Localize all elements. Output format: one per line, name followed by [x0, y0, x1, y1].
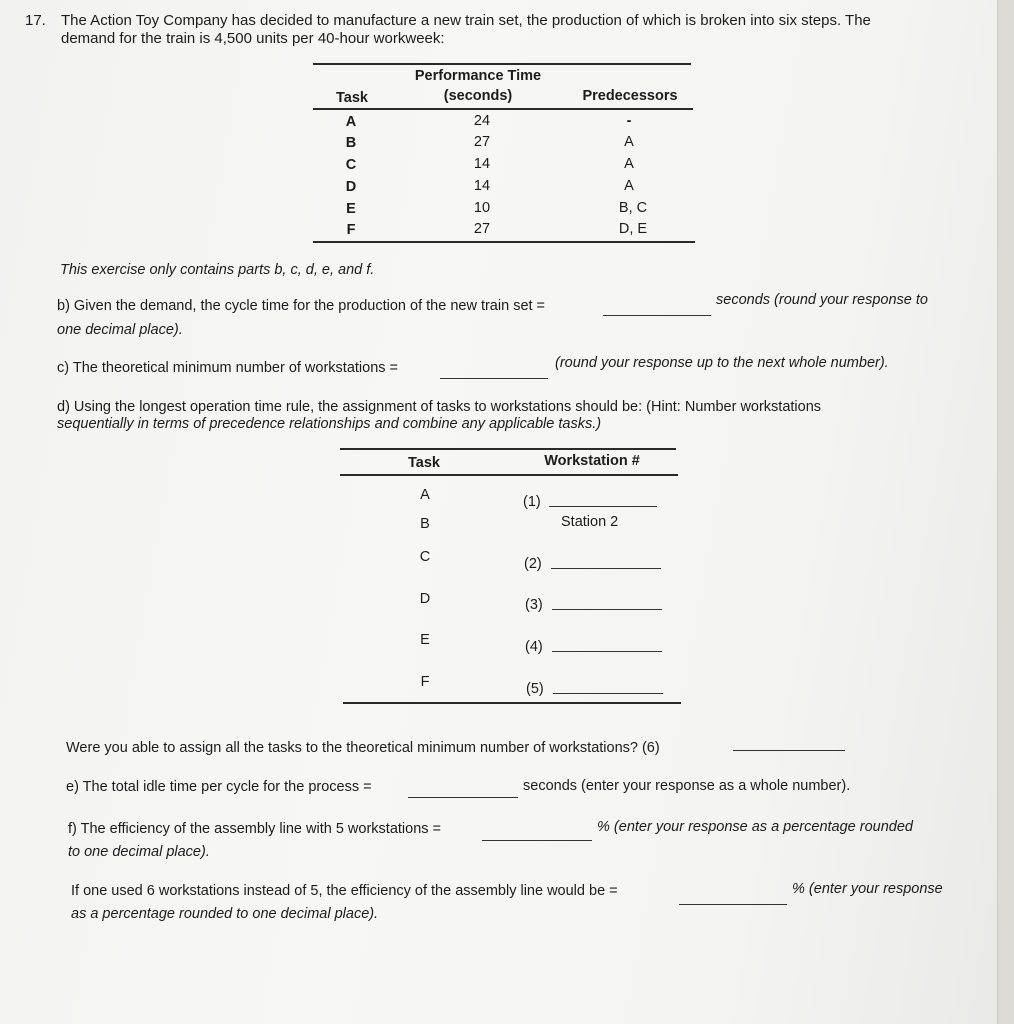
task-cell: B	[345, 135, 357, 151]
ws-slot-5-blank[interactable]	[553, 693, 663, 694]
header-task: Task	[336, 90, 368, 106]
assign-question: Were you able to assign all the tasks to the theoretical minimum number of workstations? (6)	[66, 740, 660, 756]
ws-slot-label: (1)	[523, 494, 541, 510]
ws-table-top-rule	[340, 448, 676, 450]
part-b-instruction: seconds (round your response to	[716, 292, 928, 308]
task-cell: D	[345, 179, 357, 195]
ws-task-cell: E	[420, 632, 430, 648]
ws-task-cell: C	[419, 549, 431, 565]
part-b-instruction-line2: one decimal place).	[57, 322, 183, 338]
task-cell: A	[345, 114, 357, 130]
part-c-answer-blank[interactable]	[440, 378, 548, 379]
part-b-answer-blank[interactable]	[603, 315, 711, 316]
six-ws-instruction: % (enter your response	[792, 881, 943, 897]
header-time-line1: Performance Time	[414, 68, 542, 84]
task-cell: F	[346, 222, 356, 238]
part-f-answer-blank[interactable]	[482, 840, 592, 841]
part-f-instruction-line2: to one decimal place).	[68, 844, 210, 860]
ws-header-task: Task	[408, 455, 440, 471]
ws-header-workstation: Workstation #	[544, 453, 640, 469]
ws-slot-label: (5)	[526, 681, 544, 697]
pred-cell: -	[626, 113, 632, 129]
pred-cell: A	[624, 156, 634, 172]
ws-task-cell: A	[420, 487, 430, 503]
six-ws-answer-blank[interactable]	[679, 904, 787, 905]
ws-slot-3-blank[interactable]	[552, 609, 662, 610]
ws-task-cell: D	[419, 591, 431, 607]
pred-cell: B, C	[618, 200, 648, 216]
part-c-prompt: c) The theoretical minimum number of workstations =	[57, 360, 399, 376]
six-ws-prompt: If one used 6 workstations instead of 5, the efficiency of the assembly line would be =	[71, 883, 618, 899]
table-header-rule	[313, 108, 693, 110]
part-e-prompt: e) The total idle time per cycle for the process =	[66, 779, 372, 795]
six-ws-instruction-line2: as a percentage rounded to one decimal place).	[71, 906, 379, 922]
part-e-instruction: seconds (enter your response as a whole number).	[523, 778, 851, 794]
ws-task-cell: B	[420, 516, 430, 532]
pred-cell: A	[624, 134, 634, 150]
header-predecessors: Predecessors	[582, 88, 678, 104]
task-cell: E	[346, 201, 356, 217]
part-f-instruction: % (enter your response as a percentage rounded	[597, 819, 913, 835]
exercise-note: This exercise only contains parts b, c, d, e, and f.	[60, 262, 375, 278]
part-d-line2: sequentially in terms of precedence relationships and combine any applicable tasks.)	[57, 416, 602, 432]
ws-table-header-rule	[340, 474, 678, 476]
pred-cell: D, E	[618, 221, 648, 237]
assign-answer-blank[interactable]	[733, 750, 845, 751]
question-intro-line1: The Action Toy Company has decided to manufacture a new train set, the production of which is broken into six steps. The	[61, 12, 871, 29]
paper-edge	[997, 0, 1014, 1024]
ws-table-bottom-rule	[343, 702, 681, 704]
time-cell: 27	[473, 221, 491, 237]
ws-task-cell: F	[420, 674, 430, 690]
part-e-answer-blank[interactable]	[408, 797, 518, 798]
ws-slot-label: (3)	[525, 597, 543, 613]
time-cell: 14	[473, 178, 491, 194]
time-cell: 10	[473, 200, 491, 216]
ws-slot-label: (4)	[525, 639, 543, 655]
time-cell: 14	[473, 156, 491, 172]
ws-slot-4-blank[interactable]	[552, 651, 662, 652]
part-b-prompt: b) Given the demand, the cycle time for the production of the new train set =	[57, 298, 546, 314]
part-f-prompt: f) The efficiency of the assembly line with 5 workstations =	[68, 821, 442, 837]
ws-slot-label: (2)	[524, 556, 542, 572]
time-cell: 24	[473, 113, 491, 129]
ws-station-value-b: Station 2	[561, 514, 619, 530]
table-bottom-rule	[313, 241, 695, 243]
part-c-instruction: (round your response up to the next whole number).	[555, 355, 889, 371]
ws-slot-2-blank[interactable]	[551, 568, 661, 569]
table-top-rule	[313, 63, 691, 65]
task-cell: C	[345, 157, 357, 173]
pred-cell: A	[624, 178, 634, 194]
ws-slot-1-blank[interactable]	[549, 506, 657, 507]
question-intro-line2: demand for the train is 4,500 units per 40-hour workweek:	[61, 30, 445, 47]
header-time-line2: (seconds)	[443, 88, 513, 104]
question-number: 17.	[25, 12, 46, 29]
time-cell: 27	[473, 134, 491, 150]
part-d-line1: d) Using the longest operation time rule, the assignment of tasks to workstations should be: (Hint: Number workstations	[57, 399, 822, 415]
